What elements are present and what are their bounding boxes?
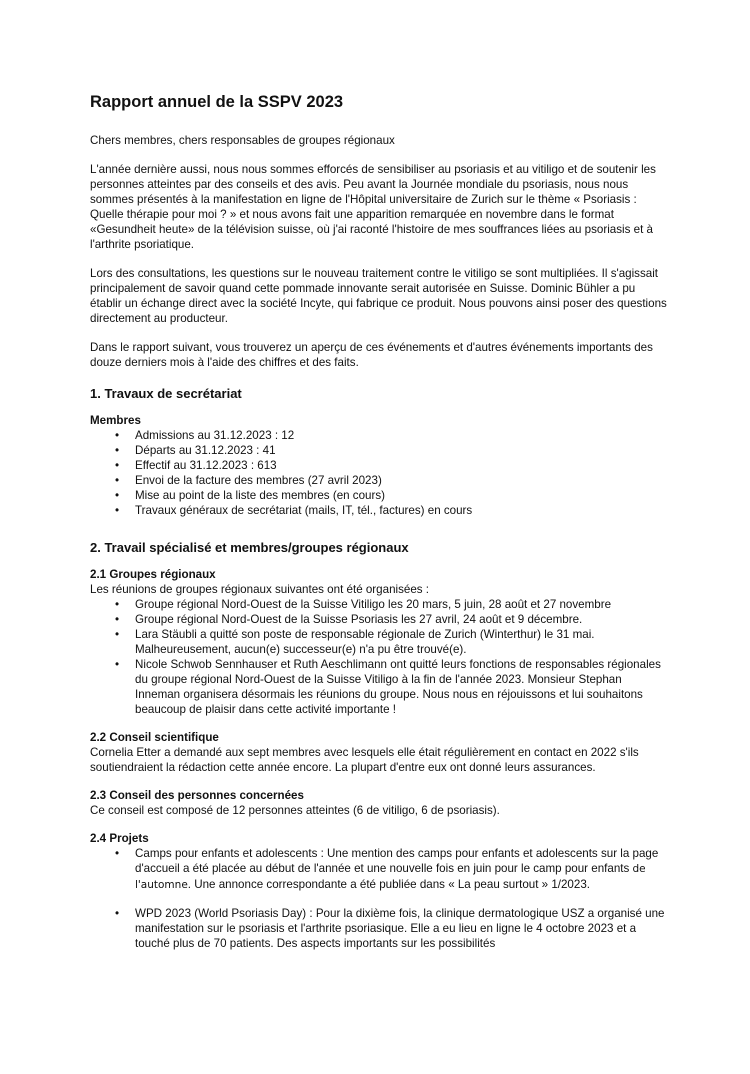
- list-item: • Effectif au 31.12.2023 : 613: [90, 458, 670, 473]
- document-title: Rapport annuel de la SSPV 2023: [90, 93, 344, 111]
- projects-list: [90, 846, 670, 893]
- camps-text-b: de l'automne: [135, 863, 646, 891]
- greeting: Chers membres, chers responsables de groupes régionaux: [90, 134, 395, 147]
- list-item: • Travaux généraux de secrétariat (mails, IT, tél., factures) en cours: [90, 503, 670, 518]
- camps-text-c: . Une annonce correspondante a été publiée dans « La peau surtout » 1/2023.: [187, 878, 591, 891]
- section-2-1-intro: Les réunions de groupes régionaux suivantes ont été organisées :: [90, 583, 430, 596]
- section-2-heading: 2. Travail spécialisé et membres/groupes régionaux: [90, 540, 409, 555]
- section-2-1-heading: 2.1 Groupes régionaux: [90, 568, 216, 581]
- list-item: • Mise au point de la liste des membres (en cours): [90, 488, 670, 503]
- section-2-4-heading: 2.4 Projets: [90, 832, 149, 845]
- list-item: • Groupe régional Nord-Ouest de la Suisse Vitiligo les 20 mars, 5 juin, 28 août et 27 novembre: [90, 597, 670, 612]
- list-item: • Envoi de la facture des membres (27 avril 2023): [90, 473, 670, 488]
- section-2-3-heading: 2.3 Conseil des personnes concernées: [90, 789, 304, 802]
- section-2-3-text: Ce conseil est composé de 12 personnes atteintes (6 de vitiligo, 6 de psoriasis).: [90, 804, 500, 817]
- intro-paragraph-2: Lors des consultations, les questions sur le nouveau traitement contre le vitiligo se sont multipliées. Il s'agissait principalement de savoir quand cette pommade innovante serait autorisée en Suisse. Dominic Bühler a pu établir un échange direct avec la société Incyte, qui fabrique ce produit. Nous pouvons ainsi poser des questions directement au producteur.: [90, 267, 667, 325]
- document-body: [90, 92, 670, 951]
- intro-paragraph-3: Dans le rapport suivant, vous trouverez un aperçu de ces événements et d'autres événements importants des douze derniers mois à l'aide des chiffres et des faits.: [90, 341, 653, 369]
- list-item-wpd: • WPD 2023 (World Psoriasis Day) : Pour la dixième fois, la clinique dermatologique USZ a organisé une manifestation sur le psoriasis et l'arthrite psoriasique. Elle a eu lieu en ligne le 4 octobre 2023 et a touché plus de 70 patients. Des aspects importants sur les possibilités: [90, 906, 670, 951]
- members-list: [90, 428, 670, 518]
- section-2-2-heading: 2.2 Conseil scientifique: [90, 731, 219, 744]
- projects-list-2: [90, 906, 670, 951]
- regional-groups-list: [90, 597, 670, 717]
- intro-paragraph-1: L'année dernière aussi, nous nous sommes efforcés de sensibiliser au psoriasis et au vitiligo et de soutenir les personnes atteintes par des conseils et des avis. Peu avant la Journée mondiale du psoriasis, nous nous sommes présentés à la manifestation en ligne de l'Hôpital universitaire de Zurich sur le thème « Psoriasis : Quelle thérapie pour moi ? » et nous avons fait une apparition remarquée en novembre dans le format «Gesundheit heute» de la télévision suisse, où j'ai raconté l'histoire de mes souffrances liées au psoriasis et à l'arthrite psoriatique.: [90, 163, 656, 251]
- list-item: • Lara Stäubli a quitté son poste de responsable régionale de Zurich (Winterthur) le 31 mai. Malheureusement, aucun(e) successeur(e) n'a pu être trouvé(e).: [90, 627, 670, 657]
- members-subheading: Membres: [90, 414, 141, 427]
- list-item-camps: [90, 846, 670, 893]
- list-item: • Admissions au 31.12.2023 : 12: [90, 428, 670, 443]
- camps-text-a: Camps pour enfants et adolescents : Une mention des camps pour enfants et adolescents sur la page d'accueil a été placée au début de l'année et une nouvelle fois en juin pour le camp pour enfants: [135, 847, 659, 875]
- section-1-heading: 1. Travaux de secrétariat: [90, 386, 242, 401]
- list-item: • Départs au 31.12.2023 : 41: [90, 443, 670, 458]
- list-item: • Groupe régional Nord-Ouest de la Suisse Psoriasis les 27 avril, 24 août et 9 décembre.: [90, 612, 670, 627]
- list-item: • Nicole Schwob Sennhauser et Ruth Aeschlimann ont quitté leurs fonctions de responsables régionales du groupe régional Nord-Ouest de la Suisse Vitiligo à la fin de l'année 2023. Monsieur Stephan Inneman organisera désormais les réunions du groupe. Nous nous en réjouissons et lui souhaitons beaucoup de plaisir dans cette activité importante !: [90, 657, 670, 717]
- section-2-2-text: Cornelia Etter a demandé aux sept membres avec lesquels elle était régulièrement en contact en 2022 s'ils soutiendraient la rédaction cette année encore. La plupart d'entre eux ont donné leurs assurances.: [90, 746, 639, 774]
